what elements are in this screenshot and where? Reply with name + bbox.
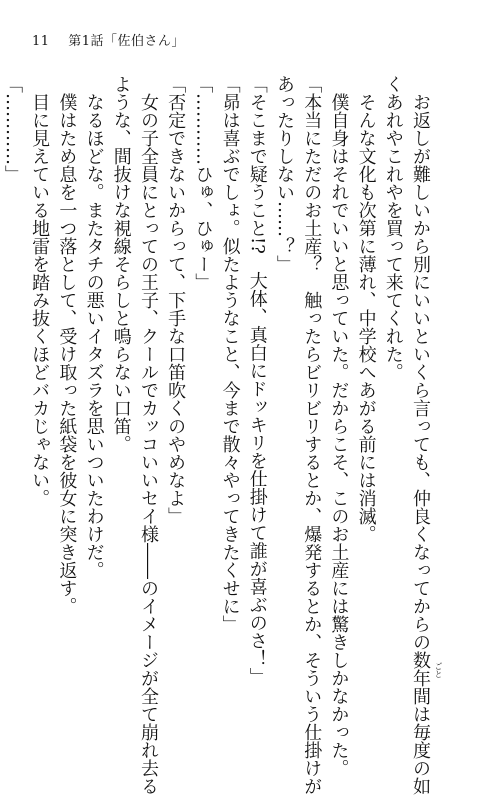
text-line: ような、間抜けな視線そらしと鳴らない口笛。 xyxy=(110,75,132,453)
text-line: くあれやこれやを買って来てくれた。 xyxy=(382,75,404,381)
text-line: 「昴は喜ぶでしょ。似たようなこと、今まで散々やってきたくせに」 xyxy=(219,75,241,633)
page-number: 11 xyxy=(32,34,50,49)
text-line: 目に見えている地雷を踏み抜くほどバカじゃない。 xyxy=(29,93,51,507)
text-line: あったりしない……？」 xyxy=(273,75,295,273)
vertical-body-text xyxy=(0,75,434,795)
text-line: 「…………ひゅ、ひゅー」 xyxy=(192,75,214,291)
chapter-title: 第1話「佐伯さん」 xyxy=(68,34,185,49)
running-header xyxy=(32,30,185,49)
text-line: お返しが難しいから別にいいといくら言っても、仲良くなってからの数年間は毎度の如 xyxy=(410,93,431,795)
text-line: そんな文化も次第に薄れ、中学校へあがる前には消滅。 xyxy=(355,93,377,543)
text-line: なるほどな。またタチの悪いイタズラを思いついたわけだ。 xyxy=(83,93,105,579)
text-line: 「本当にただのお土産？ 触ったらビリビリするとか、爆発するとか、そういう仕掛けが xyxy=(301,75,323,795)
text-line: 女の子全員にとっての王子、クールでカッコいいセイ様――のイメージが全て崩れ去る xyxy=(137,93,159,795)
text-line: 僕はため息を一つ落として、受け取った紙袋を彼女に突き返す。 xyxy=(56,93,78,615)
text-line: 「…………」 xyxy=(1,75,23,183)
text-line: 「そこまで疑うこと!? 大体、真白にドッキリを仕掛けて誰が喜ぶのさ！」 xyxy=(246,75,268,686)
text-line: 僕自身はそれでいいと思っていた。だからこそ、このお土産には驚きしかなかった。 xyxy=(328,93,350,777)
text-line: 「否定できないからって、下手な口笛吹くのやめなよ」 xyxy=(165,75,187,525)
ruby-reading: ごと xyxy=(434,662,443,678)
